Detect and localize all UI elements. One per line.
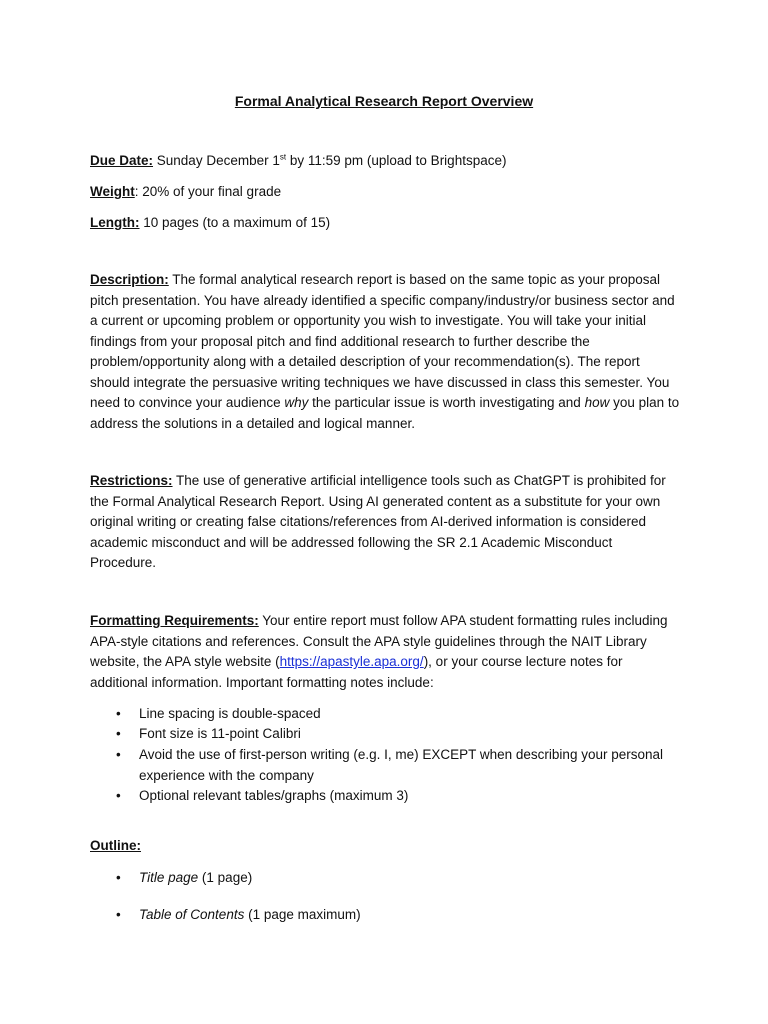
length-line (90, 213, 330, 233)
due-date-label: Due Date: (90, 153, 154, 168)
restrictions-label: Restrictions: (90, 473, 173, 488)
weight-label: Weight (90, 184, 135, 199)
weight-value: : 20% of your final grade (134, 184, 282, 199)
restrictions-paragraph (90, 471, 682, 574)
bullet-icon: • (116, 706, 121, 721)
formatting-text-a: Your entire report must follow APA student formatting rules including APA-style citations and references. Consult the APA style guidelines through the NAIT Library website, the APA style website ( (90, 613, 668, 669)
document-title: Formal Analytical Research Report Overview (234, 93, 534, 109)
restrictions-text: The use of generative artificial intelligence tools such as ChatGPT is prohibited for the Formal Analytical Research Report. Using AI generated content as a substitute for your own original writing or creating false citations/references from AI-derived information is considered academic misconduct and will be addressed following the SR 2.1 Academic Misconduct Procedure. (90, 473, 666, 570)
formatting-bullet-text: Avoid the use of first-person writing (e.g. I, me) EXCEPT when describing your personal experience with the company (139, 747, 663, 783)
outline-item-title: Title page (139, 870, 199, 885)
bullet-icon: • (116, 870, 121, 885)
outline-item-detail: (1 page maximum) (244, 907, 361, 922)
due-date-rest: by 11:59 pm (upload to Brightspace) (286, 153, 507, 168)
formatting-bullet (116, 786, 676, 807)
description-emphasis-why: why (284, 395, 309, 410)
bullet-icon: • (116, 788, 121, 803)
bullet-icon: • (116, 747, 121, 762)
length-label: Length: (90, 215, 140, 230)
description-text-c: you plan to address the solutions in a detailed and logical manner. (90, 395, 680, 431)
weight-line (90, 182, 281, 202)
due-date-day: Sunday December 1 (156, 153, 280, 168)
outline-item-text (139, 905, 676, 926)
length-value: 10 pages (to a maximum of 15) (139, 215, 331, 230)
due-date-suffix: st (279, 152, 287, 162)
bullet-icon: • (116, 726, 121, 741)
formatting-bullet (116, 745, 676, 786)
outline-item-title: Table of Contents (139, 907, 245, 922)
bullet-icon: • (116, 907, 121, 922)
formatting-bullet-text: Optional relevant tables/graphs (maximum 3) (139, 788, 409, 803)
due-date-line (90, 151, 506, 171)
description-label: Description: (90, 272, 169, 287)
description-text-a: The formal analytical research report is based on the same topic as your proposal pitch presentation. You have already identified a specific company/industry/or business sector and a current or upcoming problem or opportunity you wish to investigate. You will take your initial findings from your proposal pitch and find additional research to further describe the problem/opportunity along with a detailed description of your recommendation(s). The report should integrate the persuasive writing techniques we have discussed in class this semester. You need to convince your audience (90, 272, 675, 410)
formatting-bullet-text: Font size is 11-point Calibri (139, 726, 301, 741)
formatting-text-b: ), or your course lecture notes for additional information. Important formatting notes include: (90, 654, 623, 690)
formatting-bullet (116, 724, 676, 745)
outline-label: Outline: (90, 838, 141, 853)
apa-style-link[interactable]: https://apastyle.apa.org/ (279, 654, 424, 669)
outline-item (116, 868, 676, 889)
formatting-label: Formatting Requirements: (90, 613, 259, 628)
outline-item-text (139, 868, 676, 889)
outline-item (116, 905, 676, 926)
outline-heading (90, 836, 141, 856)
outline-item-detail: (1 page) (198, 870, 253, 885)
description-paragraph (90, 270, 682, 434)
formatting-paragraph (90, 611, 682, 693)
formatting-bullet-text: Line spacing is double-spaced (139, 706, 321, 721)
formatting-bullet (116, 704, 676, 725)
description-emphasis-how: how (584, 395, 610, 410)
description-text-b: the particular issue is worth investigating and (308, 395, 585, 410)
